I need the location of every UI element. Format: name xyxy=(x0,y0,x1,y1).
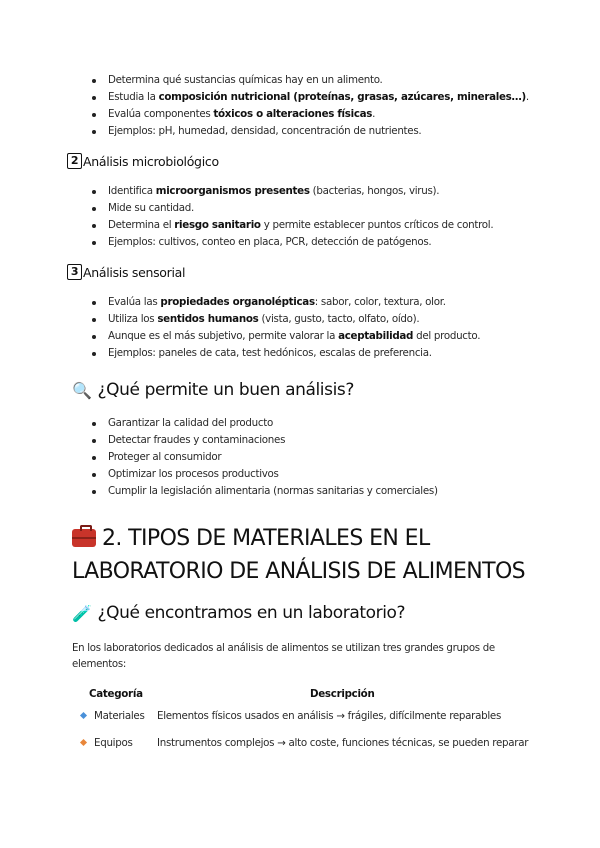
list-item xyxy=(92,294,562,311)
heading-good-analysis xyxy=(72,380,354,400)
bold-term: aceptabilidad xyxy=(338,330,414,342)
list-item xyxy=(92,311,562,328)
bullet-icon xyxy=(92,439,96,443)
analysis-benefits-list xyxy=(92,415,562,500)
list-item xyxy=(92,449,562,466)
bullet-icon xyxy=(92,352,96,356)
item-text: Identifica xyxy=(108,185,156,197)
item-text: Evalúa las xyxy=(108,296,161,308)
microbiological-analysis-list xyxy=(92,183,562,251)
description-cell: Elementos físicos usados en análisis → frágiles, difícilmente reparables xyxy=(157,710,502,722)
category-cell xyxy=(72,710,156,722)
bullet-icon xyxy=(92,224,96,228)
bold-term: sentidos humanos xyxy=(157,313,259,325)
section-title: Análisis sensorial xyxy=(83,264,186,280)
header-category: Categoría xyxy=(89,688,143,700)
item-text: : sabor, color, textura, olor. xyxy=(314,296,446,308)
item-text: Determina qué sustancias químicas hay en un alimento. xyxy=(108,74,383,86)
section-title: Análisis microbiológico xyxy=(83,153,219,169)
category-cell xyxy=(72,737,156,749)
item-text: del producto. xyxy=(413,330,481,342)
list-item xyxy=(92,200,562,217)
list-item xyxy=(92,89,562,106)
list-item xyxy=(92,183,562,200)
list-item xyxy=(92,217,562,234)
item-text: Detectar fraudes y contaminaciones xyxy=(108,434,286,446)
item-text: Mide su cantidad. xyxy=(108,202,195,214)
bullet-icon xyxy=(92,79,96,83)
number-2-icon: 2 xyxy=(67,153,82,169)
heading-lab-contents xyxy=(72,603,405,623)
item-text: Garantizar la calidad del producto xyxy=(108,417,273,429)
bold-term: microorganismos presentes xyxy=(155,185,310,197)
bullet-icon xyxy=(92,96,96,100)
item-text: Proteger al consumidor xyxy=(108,451,222,463)
main-section-heading xyxy=(72,522,542,588)
bullet-icon xyxy=(92,473,96,477)
description-cell: Instrumentos complejos → alto coste, funciones técnicas, se pueden reparar xyxy=(157,737,529,749)
diamond-icon xyxy=(80,712,87,719)
list-item xyxy=(92,483,562,500)
item-text: (vista, gusto, tacto, olfato, oído). xyxy=(258,313,420,325)
intro-paragraph: En los laboratorios dedicados al análisis de alimentos se utilizan tres grandes grupos de elementos: xyxy=(72,643,495,670)
chemical-analysis-list xyxy=(92,72,562,140)
list-item xyxy=(92,123,562,140)
magnifier-icon: 🔍 xyxy=(72,380,92,400)
bullet-icon xyxy=(92,490,96,494)
heading-text: ¿Qué permite un buen análisis? xyxy=(97,380,354,400)
section-heading-sensory xyxy=(67,264,185,280)
bullet-icon xyxy=(92,335,96,339)
item-text: Cumplir la legislación alimentaria (normas sanitarias y comerciales) xyxy=(108,485,438,497)
test-tube-icon: 🧪 xyxy=(72,603,92,623)
bullet-icon xyxy=(92,422,96,426)
number-3-icon: 3 xyxy=(67,264,82,280)
item-text: Ejemplos: pH, humedad, densidad, concentración de nutrientes. xyxy=(108,125,422,137)
item-text: Ejemplos: paneles de cata, test hedónicos, escalas de preferencia. xyxy=(108,347,432,359)
item-text: Estudia la xyxy=(108,91,159,103)
header-description: Descripción xyxy=(310,688,375,700)
section-heading-microbiological xyxy=(67,153,219,169)
category-text: Equipos xyxy=(94,737,133,749)
heading-text: ¿Qué encontramos en un laboratorio? xyxy=(97,603,406,623)
item-text: y permite establecer puntos críticos de control. xyxy=(260,219,494,231)
bold-term: propiedades organolépticas xyxy=(160,296,315,308)
list-item xyxy=(92,415,562,432)
list-item xyxy=(92,328,562,345)
bold-term: composición nutricional (proteínas, grasas, azúcares, minerales…) xyxy=(158,91,526,103)
bold-term: tóxicos o alteraciones físicas xyxy=(213,108,373,120)
bullet-icon xyxy=(92,130,96,134)
list-item xyxy=(92,72,562,89)
bullet-icon xyxy=(92,318,96,322)
item-text: . xyxy=(525,91,529,103)
list-item xyxy=(92,432,562,449)
bullet-icon xyxy=(92,113,96,117)
list-item xyxy=(92,345,562,362)
item-text: Ejemplos: cultivos, conteo en placa, PCR, detección de patógenos. xyxy=(108,236,432,248)
item-text: (bacterias, hongos, virus). xyxy=(309,185,440,197)
bullet-icon xyxy=(92,301,96,305)
category-text: Materiales xyxy=(94,710,145,722)
item-text: Optimizar los procesos productivos xyxy=(108,468,279,480)
list-item xyxy=(92,106,562,123)
bullet-icon xyxy=(92,456,96,460)
bullet-icon xyxy=(92,207,96,211)
bold-term: riesgo sanitario xyxy=(174,219,261,231)
toolbox-icon xyxy=(72,529,96,547)
bullet-icon xyxy=(92,190,96,194)
item-text: Utiliza los xyxy=(108,313,158,325)
bullet-icon xyxy=(92,241,96,245)
sensory-analysis-list xyxy=(92,294,562,362)
item-text: Aunque es el más subjetivo, permite valorar la xyxy=(108,330,339,342)
diamond-icon xyxy=(80,739,87,746)
main-heading-text: 2. TIPOS DE MATERIALES EN EL LABORATORIO DE ANÁLISIS DE ALIMENTOS xyxy=(72,526,526,584)
item-text: . xyxy=(372,108,376,120)
item-text: Determina el xyxy=(108,219,175,231)
item-text: Evalúa componentes xyxy=(108,108,214,120)
list-item xyxy=(92,234,562,251)
list-item xyxy=(92,466,562,483)
